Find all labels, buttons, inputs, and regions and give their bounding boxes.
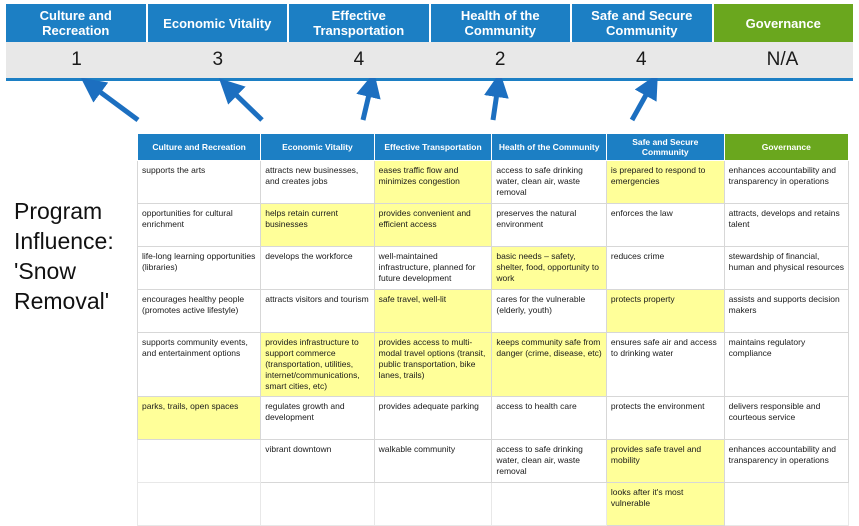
table-row bbox=[138, 440, 849, 483]
matrix-cell-r5-c4: protects the environment bbox=[606, 397, 724, 440]
matrix-cell-r1-c5: attracts, develops and retains talent bbox=[724, 204, 848, 247]
matrix-column-header-3: Health of the Community bbox=[492, 134, 607, 161]
matrix-cell-r5-c2: provides adequate parking bbox=[374, 397, 492, 440]
matrix-cell-r3-c1: attracts visitors and tourism bbox=[261, 290, 374, 333]
matrix-header-row bbox=[138, 134, 849, 161]
matrix-cell-r1-c4: enforces the law bbox=[606, 204, 724, 247]
caption-line-4: Removal' bbox=[14, 288, 110, 314]
matrix-column-header-0: Culture and Recreation bbox=[138, 134, 261, 161]
arrow-effective-transportation bbox=[363, 86, 371, 120]
category-header-2: Effective Transportation bbox=[289, 4, 431, 42]
category-score-0: 1 bbox=[71, 49, 82, 70]
matrix-cell-r4-c3: keeps community safe from danger (crime, disease, etc) bbox=[492, 333, 607, 397]
matrix-cell-r5-c5: delivers responsible and courteous service bbox=[724, 397, 848, 440]
matrix-cell-r2-c2: well-maintained infrastructure, planned for future development bbox=[374, 247, 492, 290]
matrix-cell-r7-c0 bbox=[138, 483, 261, 526]
program-influence-caption bbox=[14, 196, 132, 316]
caption-line-2: Influence: bbox=[14, 228, 114, 254]
matrix-column-header-5: Governance bbox=[724, 134, 848, 161]
category-header-0: Culture and Recreation bbox=[6, 4, 148, 42]
table-row bbox=[138, 204, 849, 247]
matrix-cell-r6-c5: enhances accountability and transparency in operations bbox=[724, 440, 848, 483]
matrix-cell-r4-c1: provides infrastructure to support commerce (transportation, utilities, internet/communications, smart cities, etc) bbox=[261, 333, 374, 397]
matrix-column-header-4: Safe and Secure Community bbox=[606, 134, 724, 161]
matrix-cell-r0-c1: attracts new businesses, and creates jobs bbox=[261, 161, 374, 204]
table-row bbox=[138, 483, 849, 526]
matrix-column-header-2: Effective Transportation bbox=[374, 134, 492, 161]
matrix-cell-r6-c2: walkable community bbox=[374, 440, 492, 483]
table-row bbox=[138, 397, 849, 440]
matrix-cell-r1-c0: opportunities for cultural enrichment bbox=[138, 204, 261, 247]
table-row bbox=[138, 333, 849, 397]
matrix-cell-r3-c2: safe travel, well-lit bbox=[374, 290, 492, 333]
matrix-cell-r3-c5: assists and supports decision makers bbox=[724, 290, 848, 333]
matrix-cell-r2-c5: stewardship of financial, human and physical resources bbox=[724, 247, 848, 290]
matrix-cell-r6-c3: access to safe drinking water, clean air, waste removal bbox=[492, 440, 607, 483]
matrix-cell-r2-c4: reduces crime bbox=[606, 247, 724, 290]
category-score-4: 4 bbox=[635, 49, 647, 70]
matrix-cell-r2-c0: life-long learning opportunities (libraries) bbox=[138, 247, 261, 290]
matrix-cell-r6-c1: vibrant downtown bbox=[261, 440, 374, 483]
caption-line-3: 'Snow bbox=[14, 258, 76, 284]
matrix-cell-r3-c4: protects property bbox=[606, 290, 724, 333]
matrix-cell-r4-c0: supports community events, and entertainment options bbox=[138, 333, 261, 397]
category-score-5: N/A bbox=[766, 49, 799, 70]
matrix-cell-r5-c1: regulates growth and development bbox=[261, 397, 374, 440]
table-row bbox=[138, 290, 849, 333]
matrix-cell-r1-c1: helps retain current businesses bbox=[261, 204, 374, 247]
matrix-cell-r0-c2: eases traffic flow and minimizes congestion bbox=[374, 161, 492, 204]
matrix-cell-r7-c4: looks after it's most vulnerable bbox=[606, 483, 724, 526]
matrix-cell-r6-c0 bbox=[138, 440, 261, 483]
matrix-cell-r5-c3: access to health care bbox=[492, 397, 607, 440]
strategic-outcomes-matrix bbox=[137, 133, 849, 526]
category-header-1: Economic Vitality bbox=[148, 4, 290, 42]
category-header-3: Health of the Community bbox=[431, 4, 573, 42]
matrix-cell-r7-c3 bbox=[492, 483, 607, 526]
matrix-body bbox=[138, 161, 849, 526]
matrix-cell-r0-c0: supports the arts bbox=[138, 161, 261, 204]
matrix-cell-r1-c3: preserves the natural environment bbox=[492, 204, 607, 247]
matrix-cell-r1-c2: provides convenient and efficient access bbox=[374, 204, 492, 247]
matrix-cell-r3-c3: cares for the vulnerable (elderly, youth) bbox=[492, 290, 607, 333]
matrix-cell-r3-c0: encourages healthy people (promotes active lifestyle) bbox=[138, 290, 261, 333]
arrow-layer bbox=[0, 78, 859, 134]
matrix-cell-r5-c0: parks, trails, open spaces bbox=[138, 397, 261, 440]
matrix-cell-r2-c1: develops the workforce bbox=[261, 247, 374, 290]
arrow-health-community bbox=[493, 86, 498, 120]
table-row bbox=[138, 247, 849, 290]
category-score-band bbox=[6, 42, 853, 81]
matrix-cell-r4-c4: ensures safe air and access to drinking water bbox=[606, 333, 724, 397]
matrix-cell-r7-c5 bbox=[724, 483, 848, 526]
category-score-3: 2 bbox=[494, 49, 506, 70]
matrix-cell-r2-c3: basic needs – safety, shelter, food, opportunity to work bbox=[492, 247, 607, 290]
matrix-cell-r7-c2 bbox=[374, 483, 492, 526]
arrow-safe-secure bbox=[632, 86, 651, 120]
caption-line-1: Program bbox=[14, 198, 103, 224]
matrix-cell-r4-c5: maintains regulatory compliance bbox=[724, 333, 848, 397]
category-score-2: 4 bbox=[353, 49, 365, 70]
arrow-culture-recreation bbox=[92, 86, 138, 120]
matrix-cell-r7-c1 bbox=[261, 483, 374, 526]
matrix-column-header-1: Economic Vitality bbox=[261, 134, 374, 161]
matrix-cell-r0-c5: enhances accountability and transparency in operations bbox=[724, 161, 848, 204]
table-row bbox=[138, 161, 849, 204]
matrix-cell-r0-c3: access to safe drinking water, clean air, waste removal bbox=[492, 161, 607, 204]
matrix-cell-r0-c4: is prepared to respond to emergencies bbox=[606, 161, 724, 204]
arrow-economic-vitality bbox=[229, 88, 262, 120]
category-score-1: 3 bbox=[212, 49, 224, 70]
category-header-4: Safe and Secure Community bbox=[572, 4, 714, 42]
category-header-band bbox=[6, 4, 853, 42]
matrix-cell-r6-c4: provides safe travel and mobility bbox=[606, 440, 724, 483]
matrix-cell-r4-c2: provides access to multi-modal travel options (transit, public transportation, bike lanes, trails) bbox=[374, 333, 492, 397]
category-header-5: Governance bbox=[714, 4, 854, 42]
